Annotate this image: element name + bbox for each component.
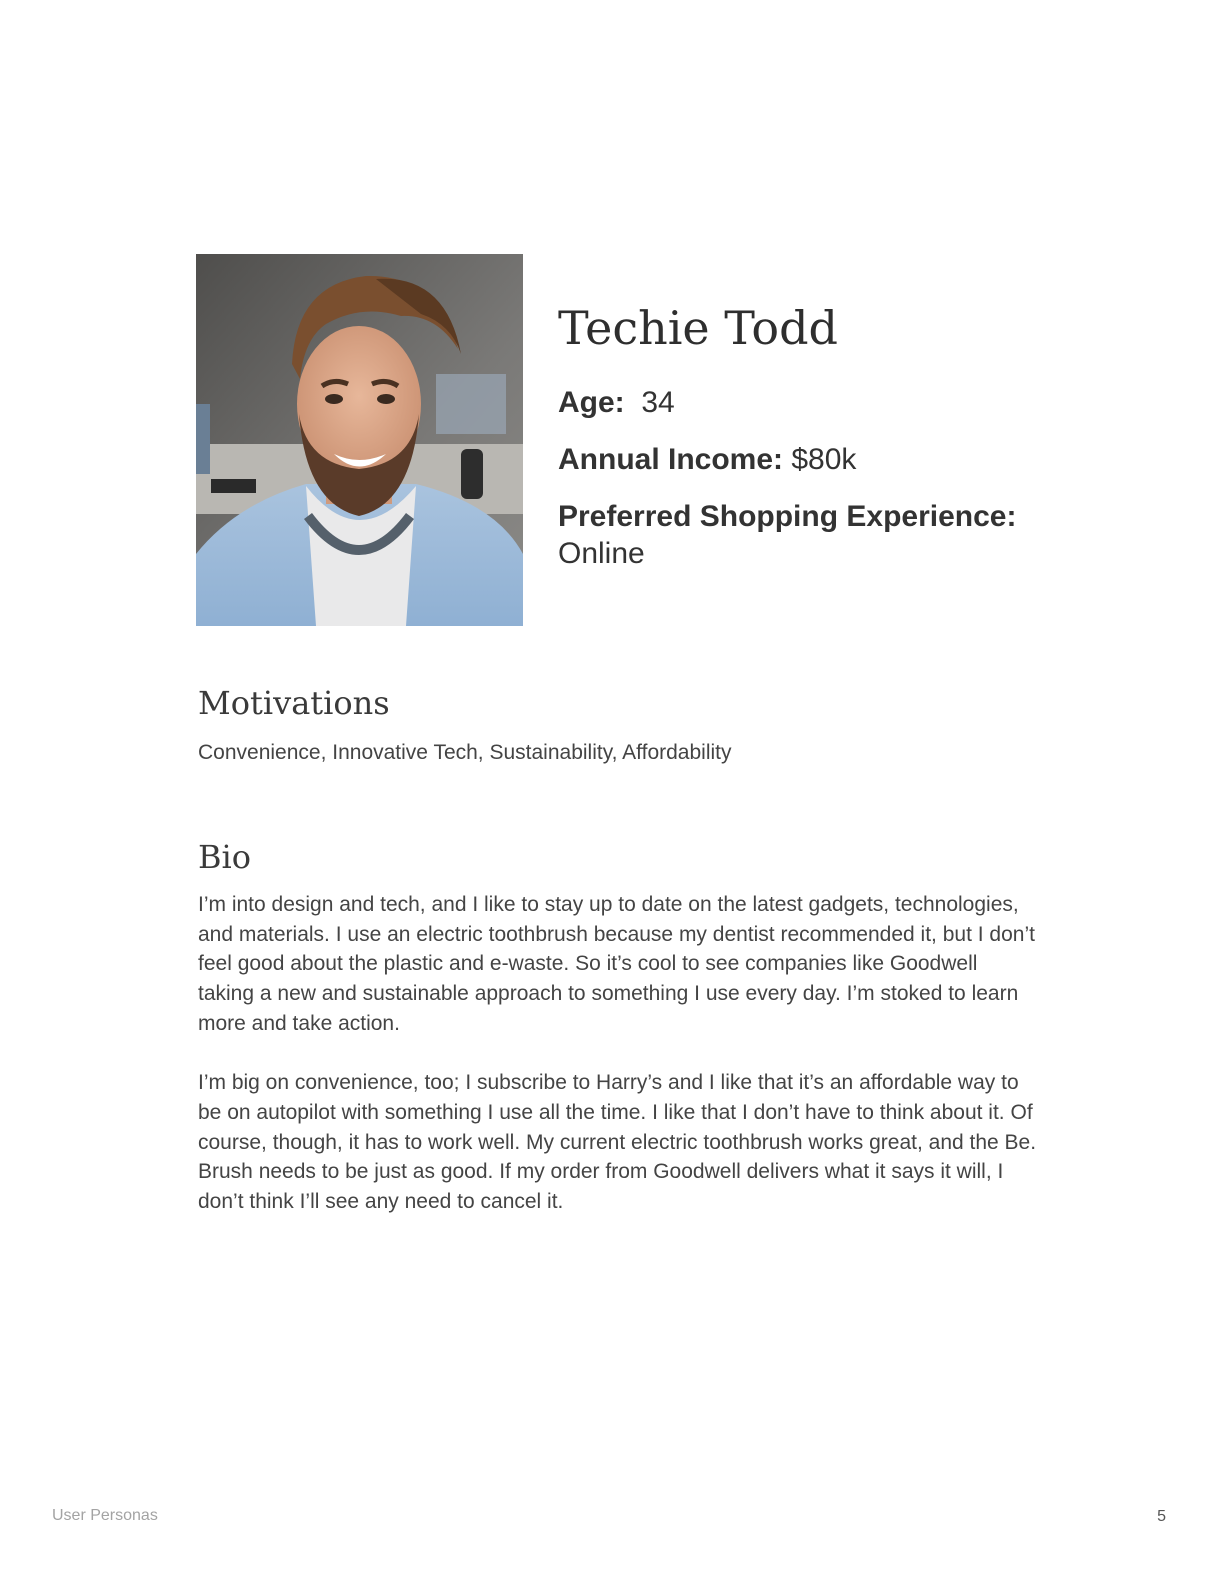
income-label: Annual Income: [558,443,784,476]
age-fact [558,384,1078,422]
age-value: 34 [641,386,675,419]
persona-name: Techie Todd [558,301,838,355]
motivations-text: Convenience, Innovative Tech, Sustainability, Affordability [198,741,732,764]
bio-heading: Bio [198,838,252,876]
person-portrait-icon [196,254,523,626]
income-value: $80k [791,443,857,476]
shopping-value: Online [558,537,645,570]
bio-body [198,890,1038,1246]
page-number: 5 [1157,1508,1166,1525]
footer-section-label: User Personas [52,1507,158,1524]
persona-facts [558,384,1078,591]
age-label: Age: [558,386,625,419]
motivations-heading: Motivations [198,684,390,722]
bio-paragraph: I’m into design and tech, and I like to stay up to date on the latest gadgets, technologies, and materials. I use an electric toothbrush because my dentist recommended it, but I don’t feel good about the plastic and e-waste. So it’s cool to see companies like Goodwell taking a new and sustainable approach to something I use every day. I’m stoked to learn more and take action. [198,893,1035,1035]
shopping-label: Preferred Shopping Experience: [558,500,1017,533]
persona-photo [196,254,523,626]
bio-paragraph: I’m big on convenience, too; I subscribe to Harry’s and I like that it’s an affordable way to be on autopilot with something I use all the time. I like that I don’t have to think about it. Of course, though, it has to work well. My current electric toothbrush works great, and the Be. Brush needs to be just as good. If my order from Goodwell delivers what it says it will, I don’t think I’ll see any need to cancel it. [198,1071,1037,1214]
income-fact [558,441,1078,479]
shopping-fact [558,498,1078,572]
